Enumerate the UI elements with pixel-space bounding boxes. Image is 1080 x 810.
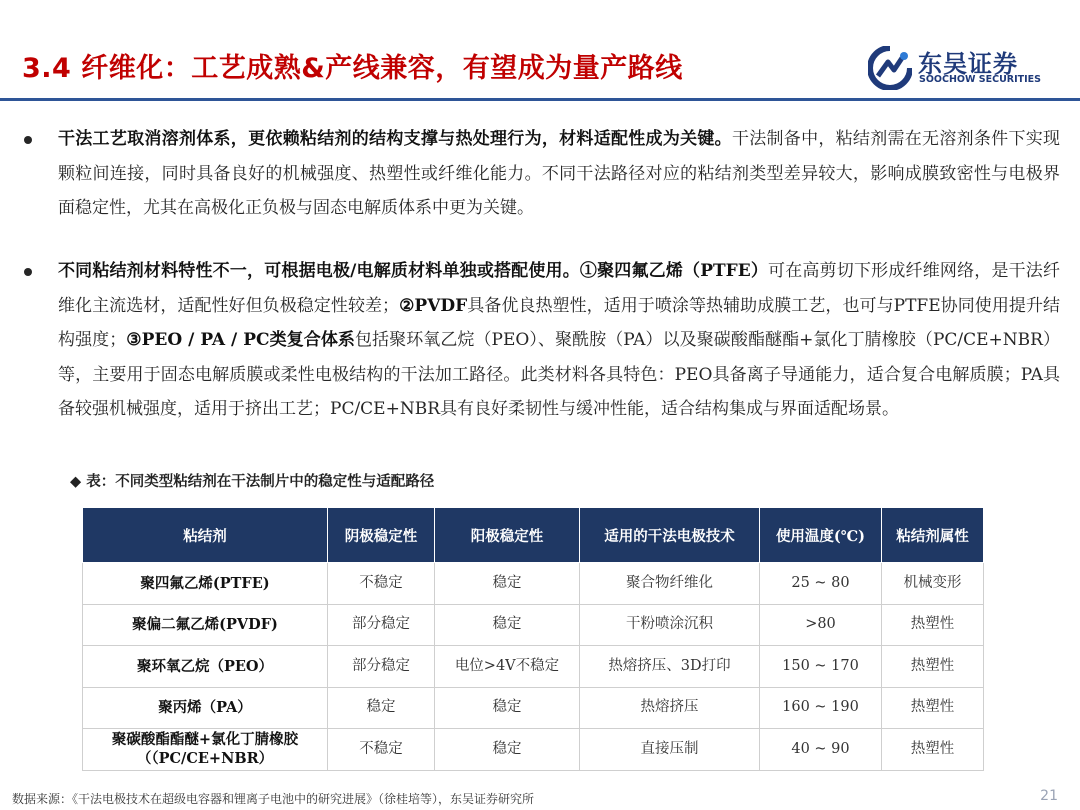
table-cell: 部分稳定 (328, 646, 435, 688)
table-cell: 160 ~ 190 (760, 687, 882, 729)
column-header: 粘结剂属性 (882, 508, 984, 563)
binder-name-cell: 聚偏二氟乙烯(PVDF) (83, 604, 328, 646)
table-cell: >80 (760, 604, 882, 646)
logo-chinese-name: 东吴证券 (918, 50, 1018, 78)
bullet-point-2 (20, 254, 1060, 427)
table-cell: 直接压制 (580, 729, 760, 771)
bullet-dot-icon (24, 136, 32, 144)
table-row (83, 604, 984, 646)
table-cell: 热塑性 (882, 687, 984, 729)
table-cell: 热熔挤压、3D打印 (580, 646, 760, 688)
table-cell: 25 ~ 80 (760, 563, 882, 605)
table-cell: 稳定 (328, 687, 435, 729)
table-cell: 干粉喷涂沉积 (580, 604, 760, 646)
bullet-text (58, 122, 1060, 226)
bullet-bold-lead: 不同粘结剂材料特性不一，可根据电极/电解质材料单独或搭配使用。①聚四氟乙烯（PTFE） (58, 261, 769, 281)
table-row (83, 563, 984, 605)
table-cell: 热塑性 (882, 729, 984, 771)
table-cell: 热塑性 (882, 646, 984, 688)
table-header-row (83, 508, 984, 563)
binder-name-cell: 聚丙烯（PA） (83, 687, 328, 729)
table-cell: 电位>4V不稳定 (435, 646, 580, 688)
column-header: 使用温度(℃) (760, 508, 882, 563)
logo-english-name: SOOCHOW SECURITIES (919, 74, 1041, 85)
bullet-bold-composite: ③PEO / PA / PC类复合体系 (126, 330, 355, 351)
table-cell: 热熔挤压 (580, 687, 760, 729)
bullet-body: 干法制备中，粘结剂需在无溶剂条件下实现颗粒间连接，同时具备良好的机械强度、热塑性或纤维化能力。不同干法路径对应的粘结剂类型差异较大，影响成膜致密性与电极界面稳定性，尤其在高极化正负极与固态电解质体系中更为关键。 (58, 129, 1061, 219)
bullet-body: 包括聚环氧乙烷（PEO）、聚酰胺（PA）以及聚碳酸酯醚酯+氯化丁腈橡胶（PC/CE+NBR）等，主要用于固态电解质膜或柔性电极结构的干法加工路径。此类材料各具特色：PEO具备离子导通能力，适合复合电解质膜；PA具备较强机械强度，适用于挤出工艺；PC/CE+NBR具有良好柔韧性与缓冲性能，适合结构集成与界面适配场景。 (58, 330, 1061, 420)
table-cell: 稳定 (435, 563, 580, 605)
page-title: 3.4 纤维化：工艺成熟&产线兼容，有望成为量产路线 (22, 53, 683, 84)
table-cell: 不稳定 (328, 729, 435, 771)
table-cell: 稳定 (435, 729, 580, 771)
company-logo (868, 44, 1068, 92)
table-cell: 聚合物纤维化 (580, 563, 760, 605)
table-cell: 稳定 (435, 687, 580, 729)
table-row (83, 646, 984, 688)
source-note: 数据来源：《干法电极技术在超级电容器和锂离子电池中的研究进展》（徐桂培等），东吴证券研究所 (12, 792, 535, 806)
binder-comparison-table (82, 507, 984, 771)
table-cell: 150 ~ 170 (760, 646, 882, 688)
bullet-point-1 (20, 122, 1060, 226)
bullet-text (58, 254, 1060, 427)
table-cell: 稳定 (435, 604, 580, 646)
column-header: 适用的干法电极技术 (580, 508, 760, 563)
bullet-body: 具备优良热塑性，适用于喷涂等热辅助成膜工艺，也可与PTFE协同使用提升结构强度； (58, 295, 1061, 351)
bullet-body: 可在高剪切下形成纤维网络，是干法纤维化主流选材，适配性好但负极稳定性较差； (58, 261, 1060, 316)
page-number: 21 (1040, 788, 1058, 804)
column-header: 粘结剂 (83, 508, 328, 563)
table-cell: 40 ~ 90 (760, 729, 882, 771)
column-header: 阳极稳定性 (435, 508, 580, 563)
soochow-logo-icon (868, 46, 912, 90)
table-cell: 不稳定 (328, 563, 435, 605)
table-row (83, 687, 984, 729)
table-cell: 热塑性 (882, 604, 984, 646)
binder-name-cell: 聚碳酸酯酯醚+氯化丁腈橡胶（（PC/CE+NBR） (83, 729, 328, 771)
table-row (83, 729, 984, 771)
table-caption: ◆ 表：不同类型粘结剂在干法制片中的稳定性与适配路径 (70, 473, 435, 490)
bullet-dot-icon (24, 268, 32, 276)
binder-name-cell: 聚环氧乙烷（PEO） (83, 646, 328, 688)
bullet-bold-lead: 干法工艺取消溶剂体系，更依赖粘结剂的结构支撑与热处理行为，材料适配性成为关键。 (58, 129, 732, 149)
bullet-bold-pvdf: ②PVDF (399, 295, 468, 316)
table-cell: 部分稳定 (328, 604, 435, 646)
header-divider (0, 98, 1080, 101)
table-cell: 机械变形 (882, 563, 984, 605)
column-header: 阴极稳定性 (328, 508, 435, 563)
binder-name-cell: 聚四氟乙烯(PTFE) (83, 563, 328, 605)
